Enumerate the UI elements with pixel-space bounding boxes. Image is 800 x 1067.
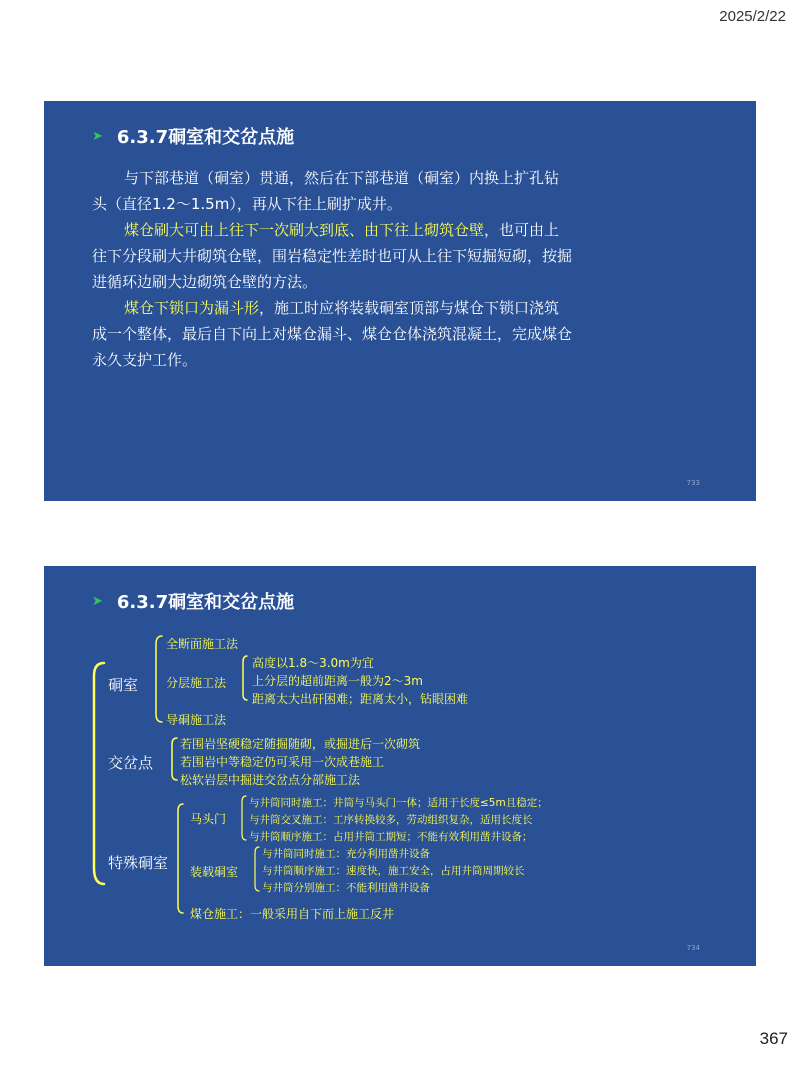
paragraph-text: ，也可由上往下分段刷大井砌筑仓壁，围岩稳定性差时也可从上往下短掘短砌，按掘进循环边刷大边砌筑仓壁的方法。 bbox=[92, 221, 573, 291]
slide-733 bbox=[44, 101, 756, 501]
arrow-bullet-icon: ➤ bbox=[92, 128, 103, 144]
label-chamber: 硐室 bbox=[108, 676, 139, 694]
horsehead-item-2: 与井筒交叉施工：工序转换较多，劳动组织复杂，适用长度长 bbox=[249, 814, 533, 826]
main-brace bbox=[94, 663, 104, 884]
slide-number: 734 bbox=[686, 944, 700, 952]
loading-item-3: 与井筒分别施工：不能利用凿井设备 bbox=[262, 882, 430, 894]
label-layered: 分层施工法 bbox=[166, 676, 227, 690]
label-junction: 交岔点 bbox=[108, 754, 154, 772]
highlight-text: 煤仓刷大可由上往下一次刷大到底、由下往上砌筑仓壁 bbox=[124, 221, 485, 239]
layered-item-2: 上分层的超前距离一般为2～3m bbox=[252, 674, 423, 688]
chamber-brace bbox=[156, 636, 162, 722]
label-full-section: 全断面施工法 bbox=[166, 637, 239, 651]
horsehead-item-3: 与井筒顺序施工：占用井筒工期短；不能有效利用凿井设备； bbox=[249, 831, 533, 843]
loading-item-1: 与井筒同时施工：充分利用凿井设备 bbox=[262, 848, 430, 860]
layered-brace bbox=[243, 656, 247, 700]
slide-title-text: 6.3.7硐室和交岔点施 bbox=[116, 592, 295, 613]
label-loading: 装载硐室 bbox=[190, 865, 239, 879]
layered-item-3: 距离太大出矸困难；距离太小，钻眼困难 bbox=[252, 692, 469, 706]
paragraph-2 bbox=[92, 217, 572, 295]
slide-title bbox=[92, 123, 294, 149]
label-horsehead: 马头门 bbox=[190, 812, 227, 826]
label-bunker: 煤仓施工：一般采用自下而上施工反井 bbox=[190, 907, 395, 921]
paragraph-text: ，施工时应将装载硐室顶部与煤仓下锁口浇筑成一个整体，最后自下向上对煤仓漏斗、煤仓仓体浇筑混凝土，完成煤仓永久支护工作。 bbox=[92, 299, 573, 369]
junction-brace bbox=[172, 738, 177, 780]
paragraph-1: 与下部巷道（硐室）贯通，然后在下部巷道（硐室）内换上扩孔钻头（直径1.2～1.5m），再从下往上刷扩成井。 bbox=[92, 169, 560, 213]
page-date: 2025/2/22 bbox=[719, 8, 786, 25]
loading-brace bbox=[255, 847, 259, 891]
label-special: 特殊硐室 bbox=[108, 854, 169, 872]
loading-item-2: 与井筒顺序施工：速度快，施工安全，占用井筒周期较长 bbox=[262, 865, 525, 877]
arrow-bullet-icon: ➤ bbox=[92, 593, 103, 609]
paragraph-3 bbox=[92, 295, 572, 373]
junction-item-2: 若围岩中等稳定仍可采用一次成巷施工 bbox=[180, 755, 385, 769]
slide-body bbox=[92, 165, 572, 373]
page-number: 367 bbox=[759, 1029, 788, 1048]
slide-734 bbox=[44, 566, 756, 966]
horsehead-brace bbox=[242, 796, 246, 840]
junction-item-1: 若围岩坚硬稳定随掘随砌，或掘进后一次砌筑 bbox=[180, 737, 421, 751]
highlight-text: 煤仓下锁口为漏斗形 bbox=[124, 299, 260, 317]
special-brace bbox=[178, 804, 183, 913]
label-pilot: 导硐施工法 bbox=[166, 713, 227, 727]
horsehead-item-1: 与井筒同时施工：井筒与马头门一体；适用于长度≤5m且稳定； bbox=[249, 797, 548, 809]
slide-number: 733 bbox=[686, 479, 700, 487]
slide-title-text: 6.3.7硐室和交岔点施 bbox=[116, 127, 295, 148]
layered-item-1: 高度以1.8～3.0m为宜 bbox=[252, 656, 374, 670]
junction-item-3: 松软岩层中掘进交岔点分部施工法 bbox=[180, 773, 361, 787]
